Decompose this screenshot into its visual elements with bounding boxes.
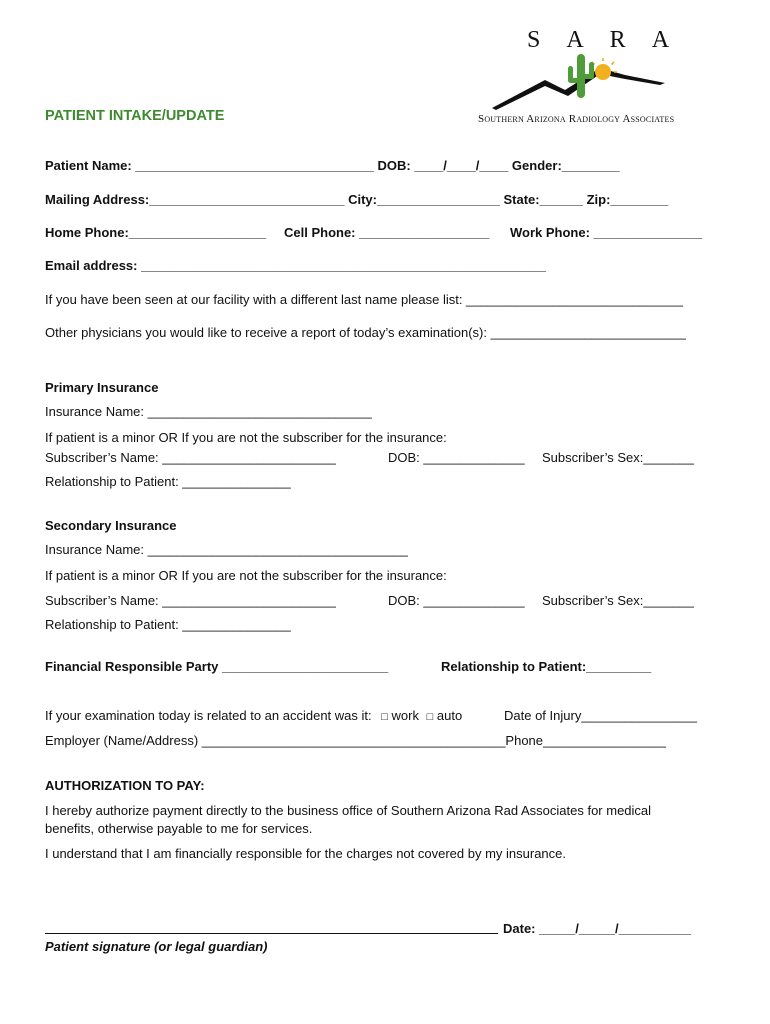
primary-subscriber-dob-field[interactable]: DOB: ______________ [388, 450, 525, 465]
logo-mountain-cactus-icon [490, 50, 720, 115]
logo-letters: SARA [527, 27, 696, 53]
employer-field[interactable]: Employer (Name/Address) __________________________________________Phone_________________ [45, 733, 666, 748]
primary-insurance-name-field[interactable]: Insurance Name: _______________________________ [45, 404, 372, 419]
authorization-text-line1: I hereby authorize payment directly to the business office of Southern Arizona Rad Associates for medical [45, 803, 652, 818]
primary-subscriber-sex-field[interactable]: Subscriber’s Sex:_______ [542, 450, 695, 465]
primary-subscriber-name-field[interactable]: Subscriber’s Name: ________________________ [45, 450, 336, 465]
accident-question-text: If your examination today is related to an accident was it: [45, 708, 372, 723]
auto-option-label: auto [436, 708, 463, 723]
email-field[interactable]: Email address: ________________________________________________________ [45, 258, 546, 273]
auto-checkbox-icon[interactable]: □ [426, 711, 434, 723]
home-phone-field[interactable]: Home Phone:___________________ [45, 225, 267, 240]
work-option-label: work [391, 708, 419, 723]
secondary-relationship-field[interactable]: Relationship to Patient: _______________ [45, 617, 291, 632]
authorization-heading: AUTHORIZATION TO PAY: [45, 778, 205, 793]
signature-caption: Patient signature (or legal guardian) [45, 939, 268, 954]
financial-responsibility-text: I understand that I am financially responsible for the charges not covered by my insurance. [45, 846, 567, 861]
primary-minor-note: If patient is a minor OR If you are not the subscriber for the insurance: [45, 430, 447, 445]
secondary-insurance-name-field[interactable]: Insurance Name: ____________________________________ [45, 542, 408, 557]
date-of-injury-field[interactable]: Date of Injury________________ [504, 708, 697, 723]
accident-question [45, 708, 462, 723]
form-title: PATIENT INTAKE/UPDATE [45, 108, 225, 124]
secondary-insurance-heading: Secondary Insurance [45, 518, 177, 533]
secondary-subscriber-dob-field[interactable]: DOB: ______________ [388, 593, 525, 608]
other-physicians-field[interactable]: Other physicians you would like to receive a report of today’s examination(s): ___________________________ [45, 325, 686, 340]
secondary-subscriber-name-field[interactable]: Subscriber’s Name: ________________________ [45, 593, 336, 608]
primary-insurance-heading: Primary Insurance [45, 380, 159, 395]
signature-date-field[interactable]: Date: _____/_____/__________ [503, 921, 691, 936]
previous-last-name-field[interactable]: If you have been seen at our facility with a different last name please list: ______________________________ [45, 292, 683, 307]
mailing-address-line[interactable]: Mailing Address:___________________________ City:_________________ State:______ Zip:________ [45, 192, 669, 207]
patient-name-line[interactable]: Patient Name: _________________________________ DOB: ____/____/____ Gender:________ [45, 158, 620, 173]
financial-relationship-field[interactable]: Relationship to Patient:_________ [441, 659, 652, 674]
logo-subtitle: Southern Arizona Radiology Associates [478, 113, 675, 125]
secondary-subscriber-sex-field[interactable]: Subscriber’s Sex:_______ [542, 593, 695, 608]
financial-party-field[interactable]: Financial Responsible Party _______________________ [45, 659, 389, 674]
work-checkbox-icon[interactable]: □ [381, 711, 388, 723]
cell-phone-field[interactable]: Cell Phone: __________________ [284, 225, 490, 240]
signature-line[interactable] [45, 933, 498, 934]
secondary-minor-note: If patient is a minor OR If you are not the subscriber for the insurance: [45, 568, 447, 583]
primary-relationship-field[interactable]: Relationship to Patient: _______________ [45, 474, 291, 489]
work-phone-field[interactable]: Work Phone: _______________ [510, 225, 702, 240]
authorization-text-line2: benefits, otherwise payable to me for services. [45, 821, 313, 836]
